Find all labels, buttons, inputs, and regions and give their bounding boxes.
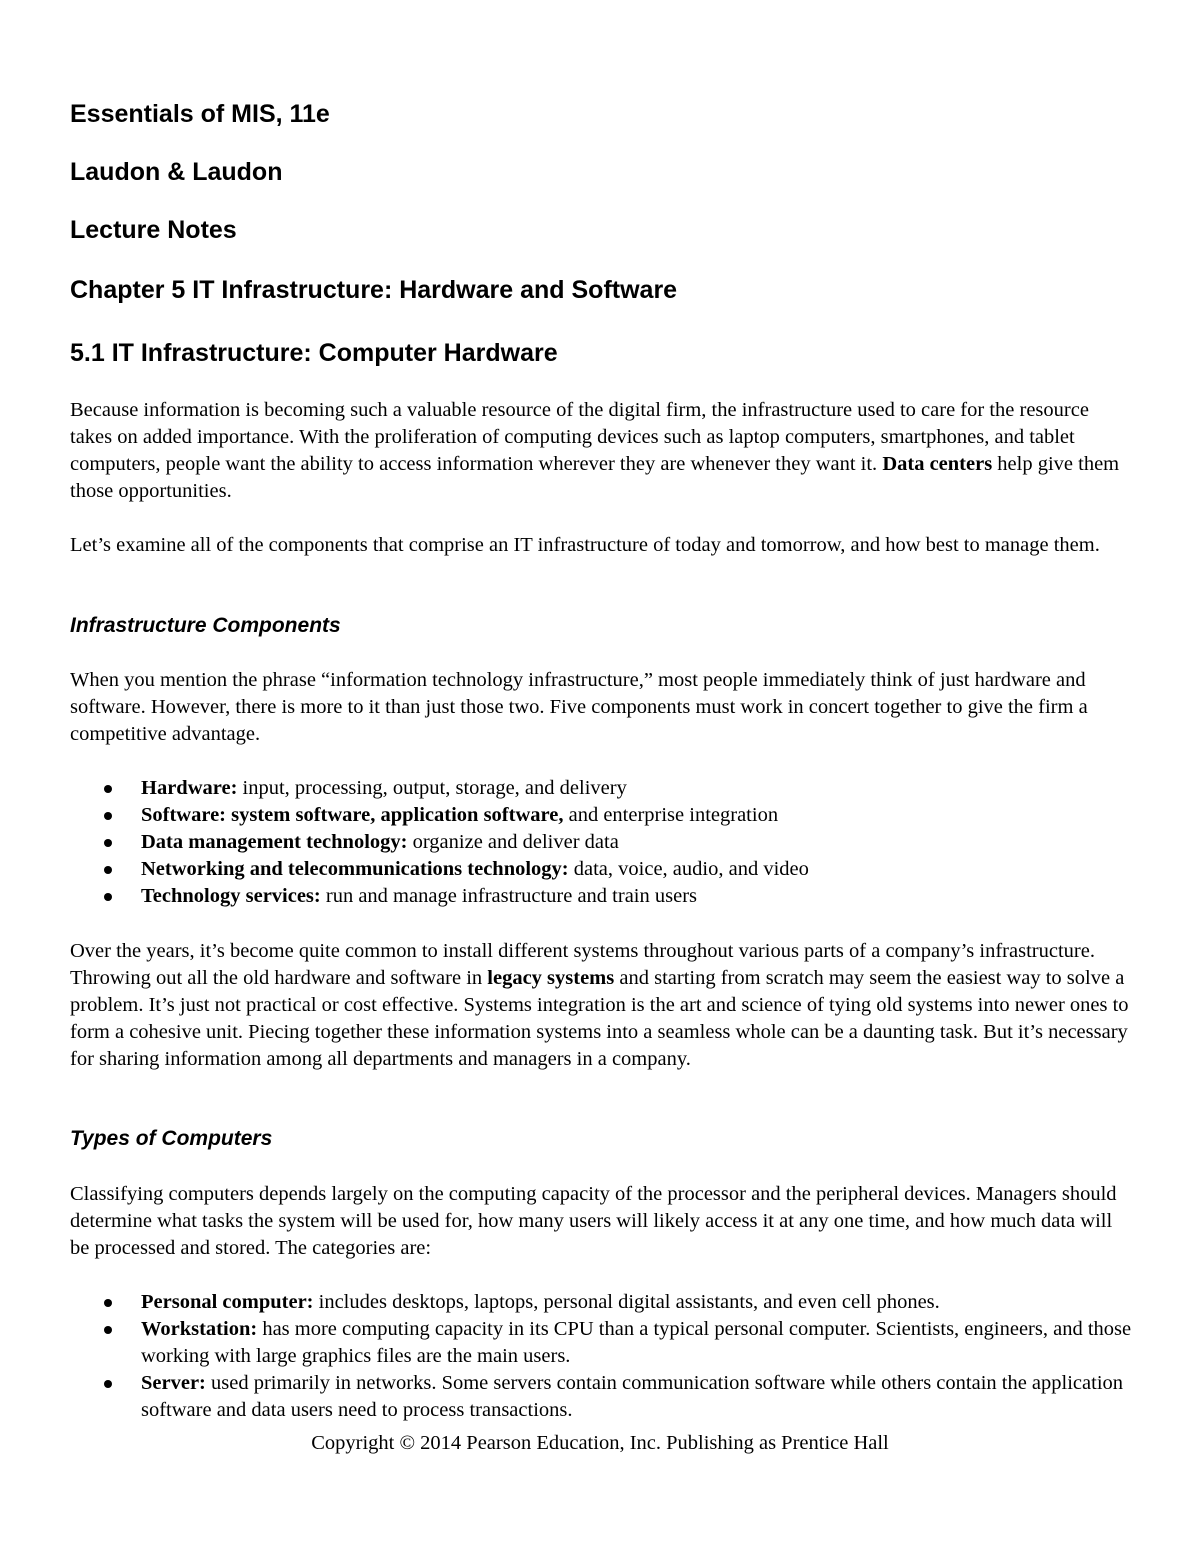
types-of-computers-heading: Types of Computers [70,1127,273,1150]
list-item: Server: used primarily in networks. Some servers contain communication software while others contain the application software and data users need to process transactions. [70,1370,1135,1424]
bullet-icon [104,866,112,874]
chapter-title: Chapter 5 IT Infrastructure: Hardware and Software [70,276,678,304]
copyright-notice: Copyright © 2014 Pearson Education, Inc. Publishing as Prentice Hall [311,1432,889,1454]
list-item: Technology services: run and manage infrastructure and train users [70,883,1135,910]
bullet-icon [104,1380,112,1388]
section-title: 5.1 IT Infrastructure: Computer Hardware [70,339,558,367]
authors: Laudon & Laudon [70,158,283,186]
infrastructure-components-list [70,775,1135,910]
page-footer [0,1430,1200,1457]
list-item: Data management technology: organize and deliver data [70,829,1135,856]
legacy-systems-term: legacy systems [487,967,615,989]
components-intro-paragraph: Let’s examine all of the components that comprise an IT infrastructure of today and tomorrow, and how best to manage them. [70,534,1100,556]
list-item: Hardware: input, processing, output, storage, and delivery [70,775,1135,802]
bullet-icon [104,1299,112,1307]
list-item: Software: system software, application software, and enterprise integration [70,802,1135,829]
list-item: Personal computer: includes desktops, laptops, personal digital assistants, and even cell phones. [70,1289,1135,1316]
infrastructure-paragraph: When you mention the phrase “information technology infrastructure,” most people immediately think of just hardware and software. However, there is more to it than just those two. Five components must work in concert together to give the firm a competitive advantage. [70,669,1088,745]
bullet-icon [104,893,112,901]
bullet-icon [104,785,112,793]
list-item: Networking and telecommunications technology: data, voice, audio, and video [70,856,1135,883]
list-item: Workstation: has more computing capacity in its CPU than a typical personal computer. Scientists, engineers, and those working with large graphics files are the main users. [70,1316,1135,1370]
data-centers-term: Data centers [882,453,993,475]
computers-paragraph: Classifying computers depends largely on the computing capacity of the processor and the peripheral devices. Managers should determine what tasks the system will be used for, how many users will likely access it at any one time, and how much data will be processed and stored. The categories are: [70,1183,1117,1259]
bullet-icon [104,812,112,820]
infrastructure-components-heading: Infrastructure Components [70,614,341,637]
doc-type: Lecture Notes [70,216,237,244]
legacy-systems-paragraph: Over the years, it’s become quite common to install different systems throughout various parts of a company’s infrastructure. Throwing out all the old hardware and software in legacy systems and starting from scratch may seem the easiest way to solve a problem. It’s just not practical or cost effective. Systems integration is the art and science of tying old systems into newer ones to form a cohesive unit. Piecing together these information systems into a seamless whole can be a daunting task. But it’s necessary for sharing information among all departments and managers in a company. [70,940,1129,1070]
intro-paragraph: Because information is becoming such a valuable resource of the digital firm, the infrastructure used to care for the resource takes on added importance. With the proliferation of computing devices such as laptop computers, smartphones, and tablet computers, people want the ability to access information wherever they are whenever they want it. Data centers help give them those opportunities. [70,399,1120,502]
book-title: Essentials of MIS, 11e [70,100,330,128]
bullet-icon [104,839,112,847]
bullet-icon [104,1326,112,1334]
computer-types-list [70,1289,1135,1424]
